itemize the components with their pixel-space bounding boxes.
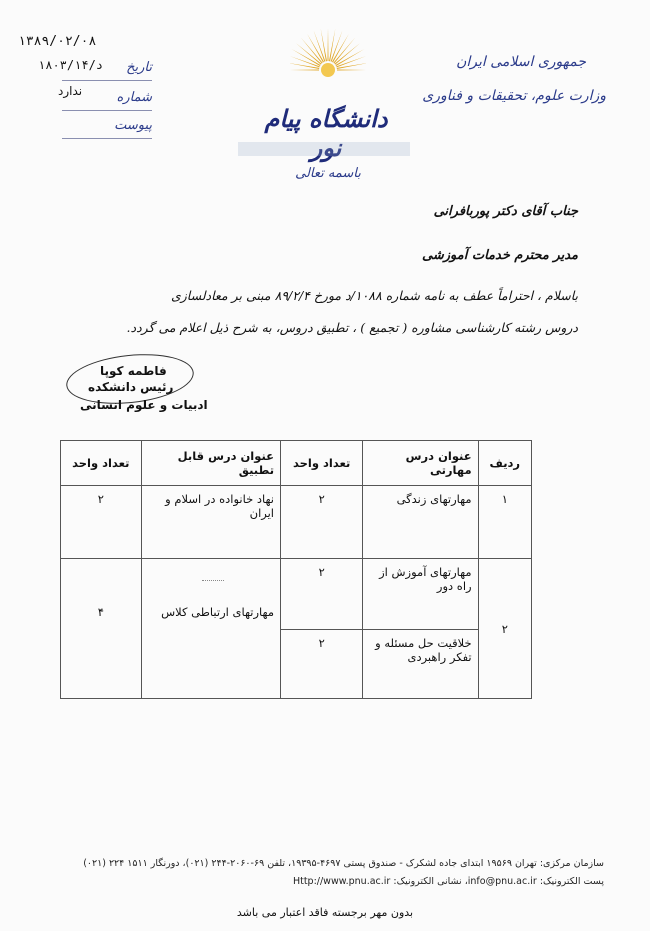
row1-index: ۱ (478, 486, 531, 559)
logo-ray (337, 63, 366, 69)
government-title: جمهوری اسلامی ایران (456, 54, 586, 70)
table-header-row (61, 441, 532, 486)
header-applicable-course: عنوان درس قابل تطبیق (141, 441, 280, 486)
row2-index: ۲ (478, 559, 531, 699)
logo-ray (329, 29, 335, 62)
row1-applicable-course: نهاد خانواده در اسلام و ایران (141, 486, 280, 559)
row2-skill-units-a: ۲ (281, 559, 363, 630)
website-link[interactable]: Http://www.pnu.ac.ir (292, 876, 391, 887)
attachment-label: پیوست (114, 118, 152, 133)
header-applicable-units: تعداد واحد (61, 441, 142, 486)
addressee-position: مدیر محترم خدمات آموزشی (422, 248, 578, 263)
signatory-name: فاطمه کوپا (100, 364, 167, 378)
logo-ray (328, 28, 329, 61)
addressee: جناب آقای دکتر پوربافرانی (433, 204, 578, 219)
email-label: پست الکترونیک: (539, 876, 604, 887)
logo-ray (290, 70, 319, 71)
signatory-department: ادبیات و علوم انسانی (80, 398, 208, 412)
row1-applicable-units: ۲ (61, 486, 142, 559)
website-label: نشانی الکترونیک: (393, 876, 462, 887)
logo-ray (321, 29, 327, 62)
number-label: شماره (116, 90, 152, 105)
number-row (62, 90, 152, 111)
pnu-sunburst-logo-icon (290, 24, 366, 94)
email-link[interactable]: info@pnu.ac.ir (467, 876, 537, 887)
row2-applicable-units: ۴ (61, 559, 142, 699)
table-row (61, 486, 532, 559)
row1-skill-units: ۲ (281, 486, 363, 559)
logo-ray (290, 63, 319, 69)
row2-skill-course-a: مهارتهای آموزش از راه دور (363, 559, 478, 630)
footer-contact: پست الکترونیک: info@pnu.ac.ir، نشانی الکترونیک: Http://www.pnu.ac.ir (292, 876, 604, 887)
row1-skill-course: مهارتهای زندگی (363, 486, 478, 559)
footer-address: سازمان مرکزی: تهران ۱۹۵۶۹ ابتدای جاده لشکرک - صندوق پستی ۴۶۹۷-۱۹۳۹۵، تلفن ۶۹-۲۰۶۰-۲۴۴ (۰۲۱)، دورنگار ۱۵۱۱ ۲۲۴ (۰۲۱) (83, 858, 604, 869)
course-matching-table (60, 440, 532, 699)
ministry-title: وزارت علوم، تحقیقات و فناوری (422, 88, 606, 104)
row2-skill-course-b: خلاقیت حل مسئله و تفکر راهبردی (363, 630, 478, 699)
header-stripe (238, 142, 410, 156)
university-name: دانشگاه پیام نور (264, 104, 388, 162)
row2-skill-units-b: ۲ (281, 630, 363, 699)
date-label: تاریخ (126, 60, 152, 75)
body-line-2: دروس رشته کارشناسی مشاوره ( تجمیع ) ، تطبیق دروس، به شرح ذیل اعلام می گردد. (126, 320, 578, 335)
header-skill-units: تعداد واحد (281, 441, 363, 486)
row2-applicable-course: مهارتهای ارتباطی کلاس (141, 559, 280, 699)
attachment-value: ندارد (58, 84, 83, 98)
body-line-1: باسلام ، احتراماً عطف به نامه شماره ۱۰۸۸/د مورخ ۸۹/۲/۴ مبنی بر معادلسازی (170, 288, 578, 303)
bismillah: باسمه تعالی (295, 166, 361, 181)
logo-ray (337, 70, 366, 71)
table-row (61, 559, 532, 630)
stamp-note: بدون مهر برجسته فاقد اعتبار می باشد (236, 906, 414, 919)
dotted-mark (202, 580, 224, 581)
attachment-row (62, 118, 152, 139)
header-index: ردیف (478, 441, 531, 486)
letter-number: ۱۸۰۳/۱۴/د (38, 58, 104, 72)
letter-date: ۱۳۸۹/۰۲/۰۸ (18, 34, 97, 49)
header-skill-course: عنوان درس مهارتی (363, 441, 478, 486)
signatory-title: رئیس دانشکده (88, 380, 174, 394)
